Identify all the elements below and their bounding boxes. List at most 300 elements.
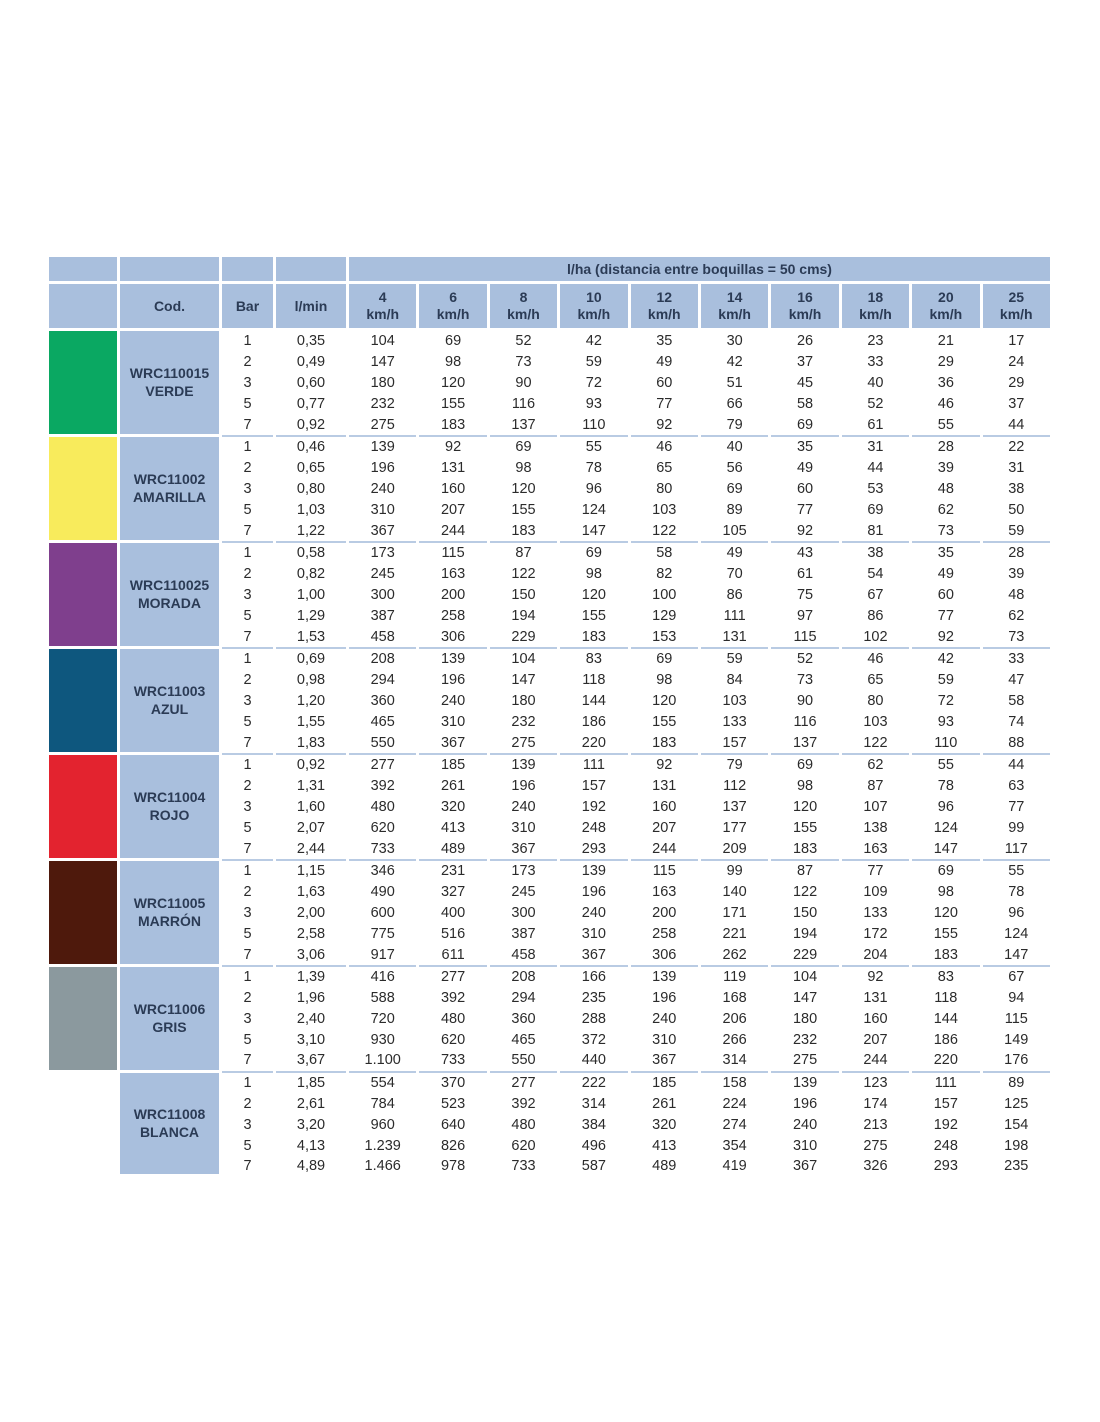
lha-cell: 48 — [937, 480, 954, 497]
lha-cell: 38 — [867, 545, 884, 562]
header-blank-bar — [222, 257, 273, 284]
lha-cell: 29 — [937, 354, 954, 371]
lha-cell: 416 — [370, 969, 395, 986]
lha-cell: 33 — [1008, 651, 1025, 668]
lha-cell: 36 — [937, 374, 954, 391]
lha-cell: 67 — [1008, 969, 1025, 986]
lha-cell: 248 — [581, 819, 606, 836]
lha-cell: 69 — [796, 757, 814, 774]
lha-cell: 139 — [370, 439, 395, 456]
nozzle-code-cell — [120, 967, 219, 1073]
lha-cell: 137 — [771, 732, 838, 755]
lha-cell: 220 — [912, 1050, 979, 1073]
lha-cell: 133 — [722, 713, 747, 730]
lha-cell: 59 — [585, 354, 602, 371]
bar-cell: 2 — [243, 1096, 252, 1113]
lha-cell: 288 — [581, 1010, 606, 1027]
lha-cell: 93 — [585, 395, 602, 412]
bar-cell: 2 — [243, 460, 252, 477]
lha-cell: 186 — [581, 713, 606, 730]
lha-cell: 77 — [796, 501, 814, 518]
lha-cell: 186 — [933, 1031, 958, 1048]
lha-cell: 104 — [792, 969, 818, 986]
lha-cell: 235 — [581, 990, 606, 1007]
lha-cell: 155 — [792, 819, 818, 836]
lha-cell: 69 — [937, 863, 954, 880]
lha-cell: 69 — [867, 501, 884, 518]
bar-cell: 3 — [243, 374, 252, 391]
lha-cell: 58 — [656, 545, 673, 562]
lha-cell: 550 — [349, 732, 416, 755]
header-speed-8 — [490, 284, 557, 331]
lha-cell: 33 — [867, 354, 884, 371]
lha-cell: 139 — [511, 757, 536, 774]
lha-cell: 98 — [796, 778, 814, 795]
lha-cell: 221 — [722, 925, 747, 942]
lha-cell: 131 — [863, 990, 888, 1007]
header-lmin: l/min — [276, 284, 346, 331]
nozzle-color-name: AMARILLA — [132, 489, 207, 506]
bar-cell: 5 — [243, 925, 252, 942]
lha-cell: 147 — [370, 354, 395, 371]
bar-cell: 5 — [243, 395, 252, 412]
lha-cell: 320 — [440, 798, 466, 815]
lha-cell: 52 — [867, 395, 884, 412]
bar-cell: 7 — [222, 626, 273, 649]
lha-cell: 43 — [796, 545, 814, 562]
lha-cell: 240 — [792, 1116, 818, 1133]
lmin-cell: 0,65 — [296, 460, 326, 477]
bar-cell: 3 — [243, 904, 252, 921]
lha-cell: 73 — [983, 626, 1051, 649]
lha-cell: 232 — [792, 1031, 818, 1048]
color-swatch — [49, 967, 117, 1073]
lha-cell: 63 — [1008, 778, 1025, 795]
header-color-swatch — [49, 284, 117, 331]
lha-cell: 83 — [585, 651, 602, 668]
lha-cell: 930 — [370, 1031, 395, 1048]
lha-cell: 232 — [370, 395, 395, 412]
lha-cell: 310 — [370, 501, 395, 518]
lmin-cell: 3,10 — [296, 1031, 326, 1048]
lha-cell: 93 — [937, 713, 954, 730]
lha-cell: 111 — [582, 757, 605, 774]
lha-cell: 157 — [581, 778, 606, 795]
lha-cell: 115 — [652, 863, 676, 880]
lha-cell: 122 — [842, 732, 909, 755]
lha-cell: 209 — [701, 838, 768, 861]
lha-cell: 171 — [722, 904, 747, 921]
lha-cell: 30 — [726, 333, 743, 350]
lha-cell: 120 — [581, 586, 606, 603]
lha-cell: 54 — [867, 566, 884, 583]
lha-cell: 620 — [370, 819, 395, 836]
lha-cell: 204 — [842, 944, 909, 967]
lha-cell: 103 — [863, 713, 888, 730]
lha-cell: 111 — [934, 1075, 957, 1092]
nozzle-color-name: VERDE — [145, 383, 194, 400]
lmin-cell: 4,89 — [296, 1158, 326, 1175]
bar-cell: 1 — [243, 333, 252, 350]
lha-cell: 207 — [863, 1031, 888, 1048]
lha-cell: 144 — [933, 1010, 958, 1027]
header-speed-4 — [349, 284, 416, 331]
lha-cell: 168 — [722, 990, 747, 1007]
lha-cell: 180 — [792, 1010, 818, 1027]
nozzle-color-name: MARRÓN — [138, 913, 201, 930]
lha-cell: 117 — [983, 838, 1051, 861]
lha-cell: 387 — [370, 607, 395, 624]
table-header — [49, 257, 1050, 331]
lmin-cell: 3,67 — [276, 1050, 346, 1073]
bar-cell: 3 — [243, 480, 252, 497]
lmin-cell: 2,00 — [296, 904, 326, 921]
lmin-cell: 2,58 — [296, 925, 326, 942]
nozzle-code: WRC11003 — [133, 683, 206, 700]
lha-cell: 196 — [370, 460, 395, 477]
lha-cell: 103 — [722, 692, 747, 709]
lha-cell: 92 — [867, 969, 884, 986]
lha-cell: 523 — [440, 1096, 466, 1113]
color-swatch — [49, 331, 117, 437]
lha-cell: 35 — [656, 333, 673, 350]
lmin-cell: 0,35 — [296, 333, 326, 350]
lha-cell: 69 — [515, 439, 532, 456]
lha-cell: 458 — [490, 944, 557, 967]
lha-cell: 138 — [863, 819, 888, 836]
lha-cell: 120 — [652, 692, 677, 709]
lha-cell: 62 — [937, 501, 954, 518]
nozzle-color-name: BLANCA — [139, 1124, 200, 1141]
lha-cell: 360 — [370, 692, 395, 709]
lha-cell: 24 — [1008, 354, 1025, 371]
lha-cell: 79 — [701, 414, 768, 437]
lha-cell: 83 — [937, 969, 954, 986]
lha-cell: 196 — [581, 884, 606, 901]
lha-cell: 208 — [511, 969, 536, 986]
lha-cell: 480 — [370, 798, 395, 815]
lha-cell: 23 — [867, 333, 884, 350]
lha-cell: 55 — [585, 439, 602, 456]
lha-cell: 118 — [582, 672, 606, 689]
lha-cell: 110 — [560, 414, 627, 437]
speed-value: 12 — [656, 289, 673, 305]
lha-cell: 196 — [511, 778, 536, 795]
lmin-cell: 1,29 — [296, 607, 326, 624]
lha-cell: 194 — [511, 607, 536, 624]
lha-cell: 155 — [581, 607, 606, 624]
lmin-cell: 1,22 — [276, 520, 346, 543]
lha-cell: 367 — [792, 1158, 818, 1175]
lha-cell: 183 — [912, 944, 979, 967]
lha-cell: 232 — [511, 713, 536, 730]
nozzle-color-name: GRIS — [152, 1019, 187, 1036]
lha-cell: 163 — [652, 884, 677, 901]
lha-cell: 147 — [912, 838, 979, 861]
lha-cell: 77 — [937, 607, 954, 624]
lha-cell: 31 — [1008, 460, 1025, 477]
nozzle-code-cell — [120, 437, 219, 543]
lha-cell: 240 — [511, 798, 536, 815]
speed-unit: km/h — [999, 306, 1033, 322]
lha-cell: 69 — [445, 333, 462, 350]
lha-cell: 125 — [1004, 1096, 1029, 1113]
lha-cell: 327 — [440, 884, 466, 901]
lha-cell: 306 — [631, 944, 698, 967]
lha-cell: 39 — [1008, 566, 1025, 583]
lha-cell: 274 — [722, 1116, 747, 1133]
lha-cell: 588 — [370, 990, 395, 1007]
lha-cell: 72 — [585, 374, 602, 391]
lha-cell: 306 — [419, 626, 486, 649]
lha-cell: 172 — [863, 925, 888, 942]
lha-cell: 46 — [867, 651, 884, 668]
lha-cell: 160 — [652, 798, 677, 815]
lmin-cell: 1,60 — [296, 798, 326, 815]
lha-cell: 480 — [511, 1116, 536, 1133]
lha-cell: 180 — [370, 374, 395, 391]
lha-cell: 65 — [656, 460, 673, 477]
lmin-cell: 3,06 — [276, 944, 346, 967]
speed-value: 6 — [449, 289, 457, 305]
lha-cell: 103 — [652, 501, 677, 518]
lha-cell: 58 — [1008, 692, 1025, 709]
lha-cell: 775 — [370, 925, 395, 942]
lha-cell: 81 — [842, 520, 909, 543]
lha-cell: 244 — [842, 1050, 909, 1073]
lha-cell: 185 — [440, 757, 466, 774]
lha-cell: 200 — [652, 904, 677, 921]
lha-cell: 147 — [983, 944, 1051, 967]
lha-cell: 137 — [722, 798, 747, 815]
lha-cell: 163 — [842, 838, 909, 861]
table-row — [49, 437, 1050, 458]
lha-cell: 154 — [1004, 1116, 1029, 1133]
lha-cell: 245 — [370, 566, 395, 583]
bar-cell: 7 — [222, 838, 273, 861]
lha-cell: 144 — [581, 692, 606, 709]
lha-cell: 183 — [490, 520, 557, 543]
lha-cell: 155 — [440, 395, 466, 412]
speed-unit: km/h — [929, 306, 963, 322]
speed-value: 8 — [519, 289, 528, 305]
lha-cell: 640 — [440, 1116, 466, 1133]
lha-cell: 59 — [726, 651, 743, 668]
bar-cell: 2 — [243, 778, 252, 795]
lha-cell: 90 — [796, 692, 814, 709]
lha-cell: 98 — [585, 566, 602, 583]
lha-cell: 266 — [722, 1031, 747, 1048]
lha-cell: 733 — [349, 838, 416, 861]
lha-cell: 139 — [440, 651, 466, 668]
lha-cell: 367 — [490, 838, 557, 861]
lha-cell: 61 — [796, 566, 814, 583]
lha-cell: 354 — [722, 1137, 747, 1154]
lha-cell: 49 — [937, 566, 954, 583]
lha-cell: 140 — [722, 884, 747, 901]
lha-cell: 173 — [370, 545, 395, 562]
header-speed-12 — [631, 284, 698, 331]
lha-cell: 139 — [792, 1075, 818, 1092]
bar-cell: 1 — [243, 757, 252, 774]
lha-cell: 516 — [440, 925, 466, 942]
lha-cell: 277 — [511, 1075, 536, 1092]
lmin-cell: 0,69 — [296, 651, 326, 668]
lmin-cell: 1,20 — [296, 692, 326, 709]
lha-cell: 77 — [867, 863, 884, 880]
lha-cell: 44 — [983, 414, 1051, 437]
header-speed-10 — [560, 284, 627, 331]
lha-cell: 77 — [1008, 798, 1025, 815]
lha-cell: 86 — [726, 586, 743, 603]
lha-cell: 87 — [796, 863, 814, 880]
lmin-cell: 0,60 — [296, 374, 326, 391]
table-row — [49, 861, 1050, 882]
lha-cell: 92 — [771, 520, 838, 543]
lha-cell: 207 — [440, 501, 466, 518]
header-speed-6 — [419, 284, 486, 331]
lha-cell: 104 — [370, 333, 395, 350]
lha-cell: 137 — [490, 414, 557, 437]
nozzle-code: WRC110015 — [129, 365, 210, 382]
bar-cell: 5 — [243, 501, 252, 518]
lha-cell: 96 — [937, 798, 954, 815]
lha-cell: 92 — [656, 757, 673, 774]
lha-cell: 392 — [370, 778, 395, 795]
lmin-cell: 2,07 — [296, 819, 326, 836]
lha-cell: 310 — [440, 713, 466, 730]
lha-cell: 122 — [792, 884, 818, 901]
header-row-group — [49, 257, 1050, 284]
lha-cell: 42 — [937, 651, 954, 668]
lha-cell: 47 — [1008, 672, 1025, 689]
lha-cell: 92 — [631, 414, 698, 437]
lmin-cell: 0,80 — [296, 480, 326, 497]
lha-cell: 59 — [983, 520, 1051, 543]
lha-cell: 320 — [652, 1116, 677, 1133]
lha-cell: 496 — [581, 1137, 606, 1154]
lha-cell: 300 — [511, 904, 536, 921]
lha-cell: 55 — [1008, 863, 1025, 880]
lha-cell: 229 — [771, 944, 838, 967]
lha-cell: 53 — [867, 480, 884, 497]
header-speed-20 — [912, 284, 979, 331]
nozzle-color-name: AZUL — [150, 701, 189, 718]
lha-cell: 87 — [515, 545, 532, 562]
color-swatch — [49, 1073, 117, 1177]
header-bar: Bar — [222, 284, 273, 331]
lha-cell: 92 — [912, 626, 979, 649]
lha-cell: 611 — [419, 944, 486, 967]
lha-cell: 173 — [511, 863, 536, 880]
lha-cell: 277 — [440, 969, 466, 986]
lha-cell: 96 — [585, 480, 602, 497]
lha-cell: 198 — [1004, 1137, 1029, 1154]
lha-cell: 262 — [701, 944, 768, 967]
nozzle-color-name: MORADA — [138, 595, 201, 612]
lha-cell: 489 — [419, 838, 486, 861]
bar-cell: 3 — [243, 798, 252, 815]
lha-cell: 90 — [515, 374, 532, 391]
lha-cell: 275 — [863, 1137, 888, 1154]
lha-cell: 40 — [726, 439, 743, 456]
lha-cell: 300 — [370, 586, 395, 603]
lha-cell: 65 — [867, 672, 884, 689]
lha-cell: 37 — [1008, 395, 1025, 412]
lha-cell: 115 — [1004, 1010, 1028, 1027]
lha-cell: 826 — [440, 1137, 466, 1154]
bar-cell: 5 — [243, 1031, 252, 1048]
lha-cell: 29 — [1008, 374, 1025, 391]
lha-cell: 52 — [796, 651, 814, 668]
lha-cell: 118 — [934, 990, 958, 1007]
lha-cell: 129 — [652, 607, 677, 624]
lha-cell: 67 — [867, 586, 884, 603]
lha-cell: 183 — [419, 414, 486, 437]
lha-cell: 392 — [440, 990, 466, 1007]
lmin-cell: 2,61 — [296, 1096, 326, 1113]
header-cod: Cod. — [120, 284, 219, 331]
lha-cell: 196 — [792, 1096, 818, 1113]
bar-cell: 2 — [243, 566, 252, 583]
lmin-cell: 0,92 — [276, 414, 346, 437]
lha-cell: 261 — [652, 1096, 677, 1113]
header-speed-14 — [701, 284, 768, 331]
lha-cell: 99 — [726, 863, 743, 880]
bar-cell: 7 — [222, 732, 273, 755]
nozzle-color-name: ROJO — [149, 807, 190, 824]
header-speed-16 — [771, 284, 838, 331]
lha-cell: 59 — [937, 672, 954, 689]
lha-cell: 73 — [796, 672, 814, 689]
lha-cell: 166 — [581, 969, 606, 986]
lmin-cell: 1,53 — [276, 626, 346, 649]
lha-cell: 133 — [863, 904, 888, 921]
lmin-cell: 1,83 — [276, 732, 346, 755]
lha-cell: 240 — [440, 692, 466, 709]
lha-cell: 74 — [1008, 713, 1025, 730]
lha-cell: 160 — [440, 480, 466, 497]
lha-cell: 115 — [441, 545, 465, 562]
lha-cell: 200 — [440, 586, 466, 603]
lha-cell: 69 — [585, 545, 602, 562]
lha-cell: 109 — [863, 884, 888, 901]
table-row — [49, 649, 1050, 670]
lha-cell: 78 — [1008, 884, 1025, 901]
lha-cell: 92 — [445, 439, 462, 456]
lha-cell: 387 — [511, 925, 536, 942]
lha-cell: 310 — [581, 925, 606, 942]
bar-cell: 7 — [222, 944, 273, 967]
lha-cell: 244 — [419, 520, 486, 543]
lha-cell: 111 — [723, 607, 746, 624]
lha-cell: 89 — [726, 501, 743, 518]
lha-cell: 293 — [933, 1158, 958, 1175]
lha-cell: 35 — [937, 545, 954, 562]
speed-unit: km/h — [436, 306, 470, 322]
lha-cell: 131 — [701, 626, 768, 649]
lha-cell: 98 — [656, 672, 673, 689]
speed-value: 10 — [586, 289, 602, 305]
lmin-cell: 1,03 — [296, 501, 326, 518]
lha-cell: 98 — [515, 460, 532, 477]
lha-cell: 78 — [585, 460, 602, 477]
lha-cell: 119 — [723, 969, 747, 986]
lha-cell: 45 — [796, 374, 814, 391]
lha-cell: 310 — [511, 819, 536, 836]
lmin-cell: 1,55 — [296, 713, 326, 730]
lha-cell: 89 — [1008, 1075, 1025, 1092]
